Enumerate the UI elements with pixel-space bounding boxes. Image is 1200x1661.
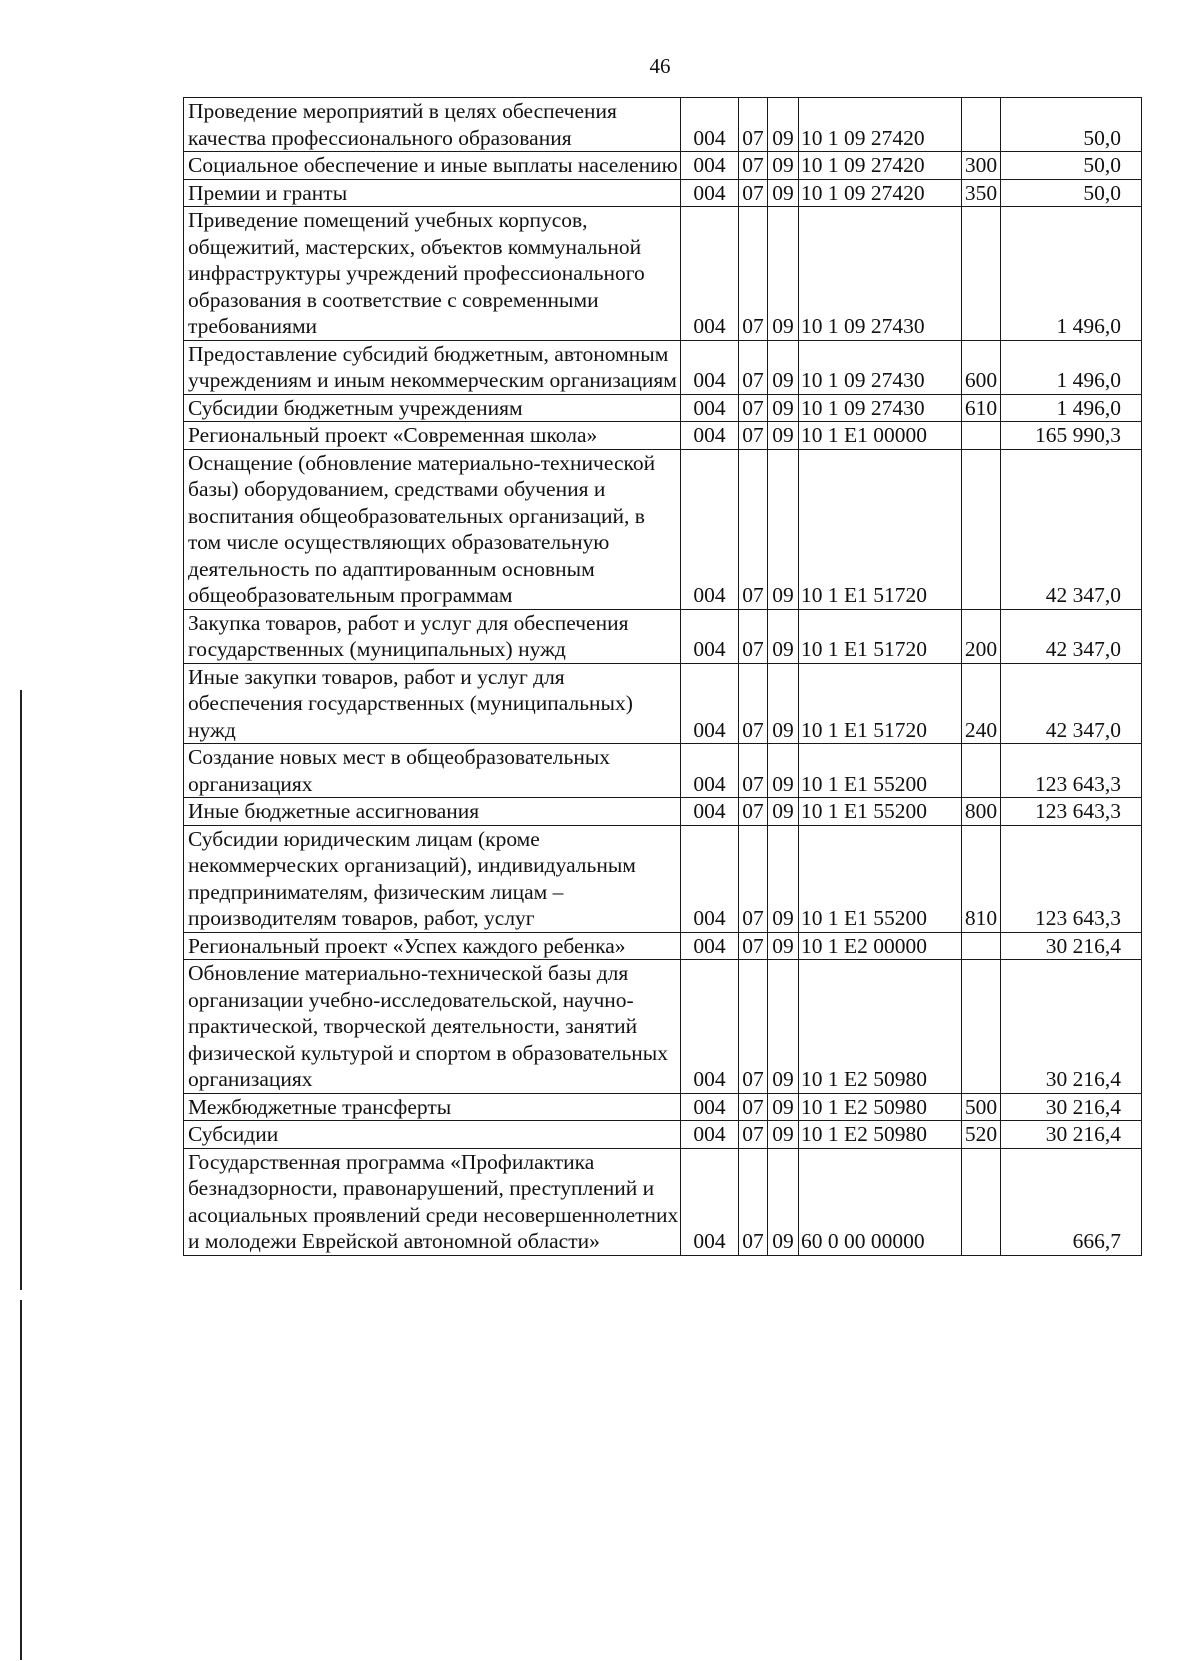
row-name-cell: Приведение помещений учебных корпусов, общежитий, мастерских, объектов коммунальной инфраструктуры учреждений профессионального образования в соответствие с современными требованиями <box>184 207 681 341</box>
amount-cell: 30 216,4 <box>1001 960 1142 1094</box>
target-article-cell: 10 1 E2 50980 <box>799 1093 962 1121</box>
grbs-code-cell: 004 <box>681 663 739 744</box>
amount-cell: 123 643,3 <box>1001 744 1142 798</box>
subsection-code-cell: 09 <box>768 207 799 341</box>
subsection-code-cell: 09 <box>768 1148 799 1255</box>
amount-cell: 123 643,3 <box>1001 798 1142 826</box>
row-name-cell: Оснащение (обновление материально-технической базы) оборудованием, средствами обучения и воспитания общеобразовательных организаций, в том числе осуществляющих образовательную деятельность по адаптированным основным общеобразовательным программам <box>184 449 681 609</box>
amount-cell: 30 216,4 <box>1001 1121 1142 1149</box>
row-name-cell: Создание новых мест в общеобразовательных организациях <box>184 744 681 798</box>
expense-type-cell: 300 <box>962 152 1001 180</box>
amount-cell: 50,0 <box>1001 179 1142 207</box>
row-name-cell: Иные бюджетные ассигнования <box>184 798 681 826</box>
grbs-code-cell: 004 <box>681 152 739 180</box>
row-name-cell: Региональный проект «Современная школа» <box>184 422 681 450</box>
amount-cell: 165 990,3 <box>1001 422 1142 450</box>
target-article-cell: 10 1 E2 00000 <box>799 932 962 960</box>
target-article-cell: 60 0 00 00000 <box>799 1148 962 1255</box>
target-article-cell: 10 1 E1 51720 <box>799 663 962 744</box>
amount-cell: 42 347,0 <box>1001 609 1142 663</box>
grbs-code-cell: 004 <box>681 394 739 422</box>
section-code-cell: 07 <box>739 960 768 1094</box>
row-name-cell: Социальное обеспечение и иные выплаты населению <box>184 152 681 180</box>
row-name-cell: Иные закупки товаров, работ и услуг для обеспечения государственных (муниципальных) нужд <box>184 663 681 744</box>
expense-type-cell: 520 <box>962 1121 1001 1149</box>
grbs-code-cell: 004 <box>681 609 739 663</box>
expense-type-cell <box>962 1148 1001 1255</box>
row-name-cell: Региональный проект «Успех каждого ребенка» <box>184 932 681 960</box>
grbs-code-cell: 004 <box>681 744 739 798</box>
expense-type-cell <box>962 960 1001 1094</box>
binding-margin-line-lower <box>20 1300 22 1660</box>
grbs-code-cell: 004 <box>681 932 739 960</box>
subsection-code-cell: 09 <box>768 609 799 663</box>
expense-type-cell: 500 <box>962 1093 1001 1121</box>
table-row <box>184 422 1142 450</box>
table-row <box>184 340 1142 394</box>
amount-cell: 50,0 <box>1001 98 1142 152</box>
expense-type-cell <box>962 932 1001 960</box>
section-code-cell: 07 <box>739 932 768 960</box>
subsection-code-cell: 09 <box>768 744 799 798</box>
expense-type-cell: 240 <box>962 663 1001 744</box>
table-row <box>184 825 1142 932</box>
subsection-code-cell: 09 <box>768 152 799 180</box>
grbs-code-cell: 004 <box>681 422 739 450</box>
subsection-code-cell: 09 <box>768 663 799 744</box>
section-code-cell: 07 <box>739 1093 768 1121</box>
grbs-code-cell: 004 <box>681 179 739 207</box>
target-article-cell: 10 1 09 27420 <box>799 152 962 180</box>
expense-type-cell <box>962 449 1001 609</box>
row-name-cell: Проведение мероприятий в целях обеспечения качества профессионального образования <box>184 98 681 152</box>
budget-table-body <box>184 98 1142 1256</box>
amount-cell: 1 496,0 <box>1001 340 1142 394</box>
target-article-cell: 10 1 E1 55200 <box>799 744 962 798</box>
table-row <box>184 1121 1142 1149</box>
grbs-code-cell: 004 <box>681 207 739 341</box>
target-article-cell: 10 1 E2 50980 <box>799 1121 962 1149</box>
amount-cell: 666,7 <box>1001 1148 1142 1255</box>
section-code-cell: 07 <box>739 744 768 798</box>
subsection-code-cell: 09 <box>768 825 799 932</box>
row-name-cell: Предоставление субсидий бюджетным, автономным учреждениям и иным некоммерческим организациям <box>184 340 681 394</box>
expense-type-cell <box>962 207 1001 341</box>
subsection-code-cell: 09 <box>768 394 799 422</box>
amount-cell: 123 643,3 <box>1001 825 1142 932</box>
subsection-code-cell: 09 <box>768 932 799 960</box>
row-name-cell: Субсидии юридическим лицам (кроме некоммерческих организаций), индивидуальным предпринимателям, физическим лицам – производителям товаров, работ, услуг <box>184 825 681 932</box>
table-row <box>184 744 1142 798</box>
subsection-code-cell: 09 <box>768 179 799 207</box>
amount-cell: 42 347,0 <box>1001 663 1142 744</box>
grbs-code-cell: 004 <box>681 825 739 932</box>
subsection-code-cell: 09 <box>768 1093 799 1121</box>
expense-type-cell <box>962 422 1001 450</box>
table-row <box>184 449 1142 609</box>
subsection-code-cell: 09 <box>768 960 799 1094</box>
amount-cell: 30 216,4 <box>1001 932 1142 960</box>
table-row <box>184 1148 1142 1255</box>
table-row <box>184 1093 1142 1121</box>
grbs-code-cell: 004 <box>681 340 739 394</box>
subsection-code-cell: 09 <box>768 1121 799 1149</box>
section-code-cell: 07 <box>739 422 768 450</box>
amount-cell: 1 496,0 <box>1001 394 1142 422</box>
amount-cell: 50,0 <box>1001 152 1142 180</box>
section-code-cell: 07 <box>739 152 768 180</box>
row-name-cell: Закупка товаров, работ и услуг для обеспечения государственных (муниципальных) нужд <box>184 609 681 663</box>
amount-cell: 30 216,4 <box>1001 1093 1142 1121</box>
expense-type-cell: 610 <box>962 394 1001 422</box>
subsection-code-cell: 09 <box>768 98 799 152</box>
table-row <box>184 179 1142 207</box>
section-code-cell: 07 <box>739 1121 768 1149</box>
row-name-cell: Субсидии бюджетным учреждениям <box>184 394 681 422</box>
target-article-cell: 10 1 E2 50980 <box>799 960 962 1094</box>
table-row <box>184 98 1142 152</box>
expense-type-cell <box>962 98 1001 152</box>
subsection-code-cell: 09 <box>768 798 799 826</box>
target-article-cell: 10 1 09 27420 <box>799 98 962 152</box>
section-code-cell: 07 <box>739 825 768 932</box>
target-article-cell: 10 1 E1 55200 <box>799 825 962 932</box>
section-code-cell: 07 <box>739 179 768 207</box>
target-article-cell: 10 1 E1 55200 <box>799 798 962 826</box>
expense-type-cell: 350 <box>962 179 1001 207</box>
expense-type-cell <box>962 744 1001 798</box>
target-article-cell: 10 1 E1 00000 <box>799 422 962 450</box>
table-row <box>184 609 1142 663</box>
row-name-cell: Премии и гранты <box>184 179 681 207</box>
row-name-cell: Обновление материально-технической базы для организации учебно-исследовательской, научно-практической, творческой деятельности, занятий физической культурой и спортом в образовательных организациях <box>184 960 681 1094</box>
table-row <box>184 663 1142 744</box>
section-code-cell: 07 <box>739 663 768 744</box>
grbs-code-cell: 004 <box>681 1148 739 1255</box>
grbs-code-cell: 004 <box>681 1093 739 1121</box>
expense-type-cell: 800 <box>962 798 1001 826</box>
target-article-cell: 10 1 09 27430 <box>799 394 962 422</box>
row-name-cell: Государственная программа «Профилактика безнадзорности, правонарушений, преступлений и асоциальных проявлений среди несовершеннолетних и молодежи Еврейской автономной области» <box>184 1148 681 1255</box>
expense-type-cell: 600 <box>962 340 1001 394</box>
section-code-cell: 07 <box>739 609 768 663</box>
subsection-code-cell: 09 <box>768 422 799 450</box>
grbs-code-cell: 004 <box>681 798 739 826</box>
expense-type-cell: 200 <box>962 609 1001 663</box>
table-row <box>184 207 1142 341</box>
table-row <box>184 394 1142 422</box>
row-name-cell: Субсидии <box>184 1121 681 1149</box>
table-row <box>184 960 1142 1094</box>
table-row <box>184 798 1142 826</box>
section-code-cell: 07 <box>739 798 768 826</box>
section-code-cell: 07 <box>739 207 768 341</box>
section-code-cell: 07 <box>739 1148 768 1255</box>
grbs-code-cell: 004 <box>681 98 739 152</box>
subsection-code-cell: 09 <box>768 340 799 394</box>
amount-cell: 1 496,0 <box>1001 207 1142 341</box>
section-code-cell: 07 <box>739 449 768 609</box>
row-name-cell: Межбюджетные трансферты <box>184 1093 681 1121</box>
grbs-code-cell: 004 <box>681 1121 739 1149</box>
subsection-code-cell: 09 <box>768 449 799 609</box>
section-code-cell: 07 <box>739 340 768 394</box>
table-row <box>184 152 1142 180</box>
page-number: 46 <box>649 54 671 78</box>
table-row <box>184 932 1142 960</box>
section-code-cell: 07 <box>739 394 768 422</box>
binding-margin-line <box>20 690 22 1290</box>
budget-table <box>183 97 1142 1256</box>
expense-type-cell: 810 <box>962 825 1001 932</box>
grbs-code-cell: 004 <box>681 449 739 609</box>
target-article-cell: 10 1 E1 51720 <box>799 609 962 663</box>
target-article-cell: 10 1 E1 51720 <box>799 449 962 609</box>
grbs-code-cell: 004 <box>681 960 739 1094</box>
target-article-cell: 10 1 09 27420 <box>799 179 962 207</box>
target-article-cell: 10 1 09 27430 <box>799 340 962 394</box>
amount-cell: 42 347,0 <box>1001 449 1142 609</box>
section-code-cell: 07 <box>739 98 768 152</box>
target-article-cell: 10 1 09 27430 <box>799 207 962 341</box>
